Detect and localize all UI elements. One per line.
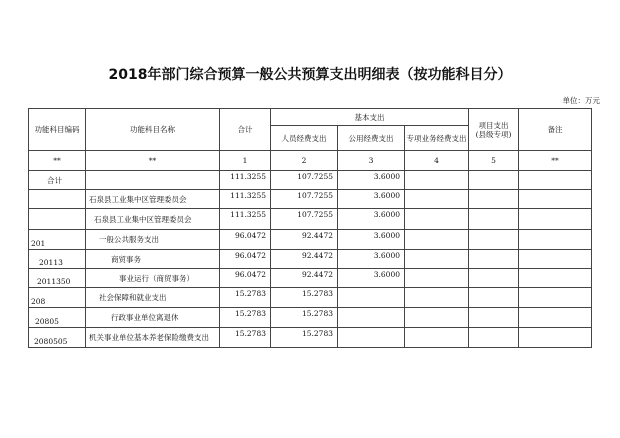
cell-personnel: 92.4472 <box>271 269 338 288</box>
header-name: 功能科目名称 <box>86 109 220 151</box>
cell-personnel: 92.4472 <box>271 250 338 269</box>
cell-special <box>405 328 469 348</box>
cell-special <box>405 308 469 328</box>
cell-code: 20113 <box>29 250 86 269</box>
cell-public <box>338 308 405 328</box>
table-row <box>29 209 592 230</box>
header-basic-expenditure: 基本支出 <box>271 109 469 126</box>
cell-name: 石泉县工业集中区管理委员会 <box>86 190 220 209</box>
index-cell: 4 <box>405 151 469 171</box>
index-section <box>29 151 592 171</box>
cell-remark <box>519 269 592 288</box>
cell-remark <box>519 171 592 190</box>
cell-remark <box>519 250 592 269</box>
index-cell: 2 <box>271 151 338 171</box>
cell-special <box>405 288 469 308</box>
cell-name: 一般公共服务支出 <box>86 230 220 250</box>
cell-special <box>405 269 469 288</box>
cell-special <box>405 171 469 190</box>
cell-special <box>405 250 469 269</box>
header-project-line2: (县级专项) <box>475 129 512 139</box>
cell-remark <box>519 308 592 328</box>
index-cell: 1 <box>220 151 271 171</box>
cell-remark <box>519 230 592 250</box>
cell-name: 行政事业单位离退休 <box>86 308 220 328</box>
cell-project <box>469 328 519 348</box>
cell-project <box>469 288 519 308</box>
cell-code: 2080505 <box>29 328 86 348</box>
cell-total: 111.3255 <box>220 171 271 190</box>
header-total: 合计 <box>220 109 271 151</box>
cell-public <box>338 328 405 348</box>
cell-personnel: 107.7255 <box>271 190 338 209</box>
cell-total: 15.2783 <box>220 328 271 348</box>
table-row <box>29 230 592 250</box>
index-cell: ** <box>519 151 592 171</box>
cell-personnel: 92.4472 <box>271 230 338 250</box>
table-row <box>29 269 592 288</box>
cell-remark <box>519 288 592 308</box>
cell-special <box>405 209 469 230</box>
cell-personnel: 15.2783 <box>271 308 338 328</box>
cell-personnel: 107.7255 <box>271 171 338 190</box>
unit-label: 单位：万元 <box>562 96 600 105</box>
header-personnel: 人员经费支出 <box>271 126 338 151</box>
cell-special <box>405 190 469 209</box>
cell-remark <box>519 209 592 230</box>
cell-name: 事业运行（商贸事务） <box>86 269 220 288</box>
header-code: 功能科目编码 <box>29 109 86 151</box>
cell-total: 96.0472 <box>220 230 271 250</box>
table-row <box>29 328 592 348</box>
cell-code: 208 <box>29 288 86 308</box>
header-public: 公用经费支出 <box>338 126 405 151</box>
header-project <box>469 109 519 151</box>
page-title: 2018年部门综合预算一般公共预算支出明细表（按功能科目分） <box>108 67 512 83</box>
cell-total: 111.3255 <box>220 190 271 209</box>
index-cell: ** <box>86 151 220 171</box>
cell-total: 15.2783 <box>220 288 271 308</box>
cell-remark <box>519 328 592 348</box>
cell-remark <box>519 190 592 209</box>
cell-project <box>469 171 519 190</box>
cell-code: 2011350 <box>29 269 86 288</box>
table-row <box>29 171 592 190</box>
cell-project <box>469 190 519 209</box>
cell-public: 3.6000 <box>338 209 405 230</box>
index-row <box>29 151 592 171</box>
table-row <box>29 288 592 308</box>
cell-project <box>469 230 519 250</box>
cell-project <box>469 308 519 328</box>
cell-personnel: 107.7255 <box>271 209 338 230</box>
cell-project <box>469 250 519 269</box>
cell-project <box>469 209 519 230</box>
cell-personnel: 15.2783 <box>271 328 338 348</box>
table-header <box>29 109 592 151</box>
cell-code <box>29 190 86 209</box>
header-remark: 备注 <box>519 109 592 151</box>
cell-name: 社会保障和就业支出 <box>86 288 220 308</box>
header-row <box>29 109 592 126</box>
cell-name <box>86 171 220 190</box>
table-body <box>29 171 592 348</box>
cell-code: 20805 <box>29 308 86 328</box>
expenditure-table <box>28 108 592 348</box>
table-row <box>29 250 592 269</box>
cell-public: 3.6000 <box>338 269 405 288</box>
cell-total: 96.0472 <box>220 269 271 288</box>
header-special: 专项业务经费支出 <box>405 126 469 151</box>
cell-public <box>338 288 405 308</box>
cell-public: 3.6000 <box>338 230 405 250</box>
cell-total: 96.0472 <box>220 250 271 269</box>
index-cell: 3 <box>338 151 405 171</box>
cell-total: 15.2783 <box>220 308 271 328</box>
cell-project <box>469 269 519 288</box>
table-row <box>29 190 592 209</box>
header-project-line1: 项目支出 <box>478 120 509 130</box>
cell-public: 3.6000 <box>338 250 405 269</box>
cell-code: 201 <box>29 230 86 250</box>
cell-name: 石泉县工业集中区管理委员会 <box>86 209 220 230</box>
cell-name: 机关事业单位基本养老保险缴费支出 <box>86 328 220 348</box>
cell-total: 111.3255 <box>220 209 271 230</box>
cell-special <box>405 230 469 250</box>
cell-code: 合计 <box>29 171 86 190</box>
index-cell: 5 <box>469 151 519 171</box>
table-row <box>29 308 592 328</box>
cell-public: 3.6000 <box>338 190 405 209</box>
cell-public: 3.6000 <box>338 171 405 190</box>
cell-name: 商贸事务 <box>86 250 220 269</box>
index-cell: ** <box>29 151 86 171</box>
cell-personnel: 15.2783 <box>271 288 338 308</box>
cell-code <box>29 209 86 230</box>
